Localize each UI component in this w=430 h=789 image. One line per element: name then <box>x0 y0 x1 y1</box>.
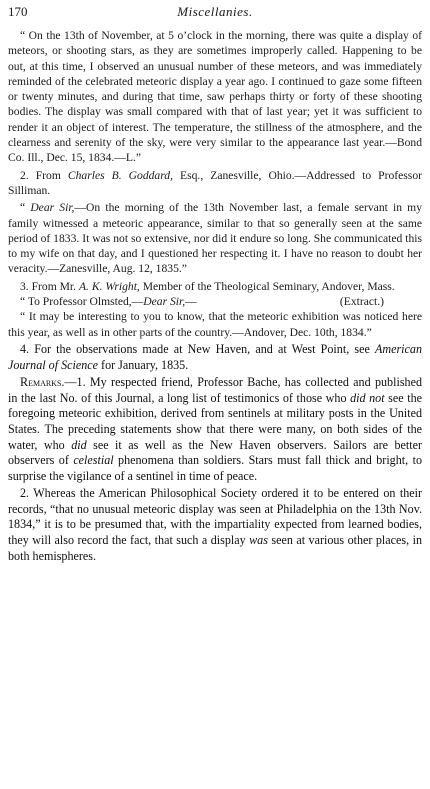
correspondent-name: A. K. Wright, <box>78 279 140 293</box>
journal-title: American Journal of Science <box>8 341 422 372</box>
remarks-label: Remarks. <box>20 375 65 390</box>
paragraph-wright-heading: 3. From Mr. A. K. Wright, Member of the Theological Seminary, Andover, Mass. <box>20 279 395 293</box>
correspondent-name: Charles B. Goddard, <box>67 168 173 182</box>
running-title: Miscellanies. <box>177 4 253 19</box>
page-number: 170 <box>8 4 28 19</box>
paragraph-bond-county: “ On the 13th of November, at 5 o’clock in the morning, there was quite a display of meteors, or shooting stars, as they are sometimes improperly called. Happening to be out, at this time, I observed an unusual number of these meteors, and was immediately reminded of the celebrated meteoric display a year ago. I continued to gaze some fifteen or twenty minutes, and during that time, saw perhaps thirty or forty of these shooting bodies. The display was small compared with that of last year; yet it was sufficient to render it an object of interest. The temperature, the stillness of the atmosphere, and the clearness and serenity of the sky, were very similar to the appearance last year.—Bond Co. Ill., Dec. 15, 1834.—L.” <box>8 29 422 165</box>
paragraph-remarks-2: 2. Whereas the American Philosophical Society ordered it to be entered on their records, “that no unusual meteoric display was seen at Philadelphia on the 13th Nov. 1834,” it is to be presumed that, with the impartiality expected from learned bodies, they will also record the fact, that such a display was seen at various other places, in both hemispheres. <box>8 486 422 563</box>
paragraph-goddard-letter: “ Dear Sir,—On the morning of the 13th November last, a female servant in my family witnessed a meteoric appearance, similar to that so generally seen at the same period of 1833. It was not so extensive, nor did it endure so long. She communicated this to my wife on that day, and I questioned her respecting it. I have no reason to doubt her veracity.—Zanesville, Aug. 12, 1835.” <box>8 201 422 276</box>
paragraph-goddard-heading: 2. From Charles B. Goddard, Esq., Zanesville, Ohio.—Addressed to Professor Silliman. <box>8 168 422 197</box>
paragraph-wright-letter: “ It may be interesting to you to know, that the meteoric exhibition was noticed here this year, as well as in other parts of the country.—Andover, Dec. 10th, 1834.” <box>8 310 422 339</box>
salutation: Dear Sir, <box>143 295 186 309</box>
paragraph-new-haven-reference: 4. For the observations made at New Haven, and at West Point, see American Journal of Science for January, 1835. <box>8 341 422 372</box>
extract-note: (Extract.) <box>339 295 384 309</box>
salutation: Dear Sir, <box>30 201 75 215</box>
paragraph-remarks-1: Remarks.—1. My respected friend, Professor Bache, has collected and published in the last No. of this Journal, a long list of testimonics of those who did not see the foregoing meteoric exhibition, derived from sentinels at military posts in the United States. The preceding statements show that there were many, on both sides of the water, who did see it as well as the New Haven observers. Sailors are better observers of celestial phenomena than soldiers. Stars must fall thick and bright, to surprise the vigilance of a sentinel in time of peace. <box>8 375 423 483</box>
paragraph-wright-salutation: “ To Professor Olmsted,—Dear Sir,— (Extract.) <box>20 295 384 309</box>
page-header <box>8 4 422 28</box>
